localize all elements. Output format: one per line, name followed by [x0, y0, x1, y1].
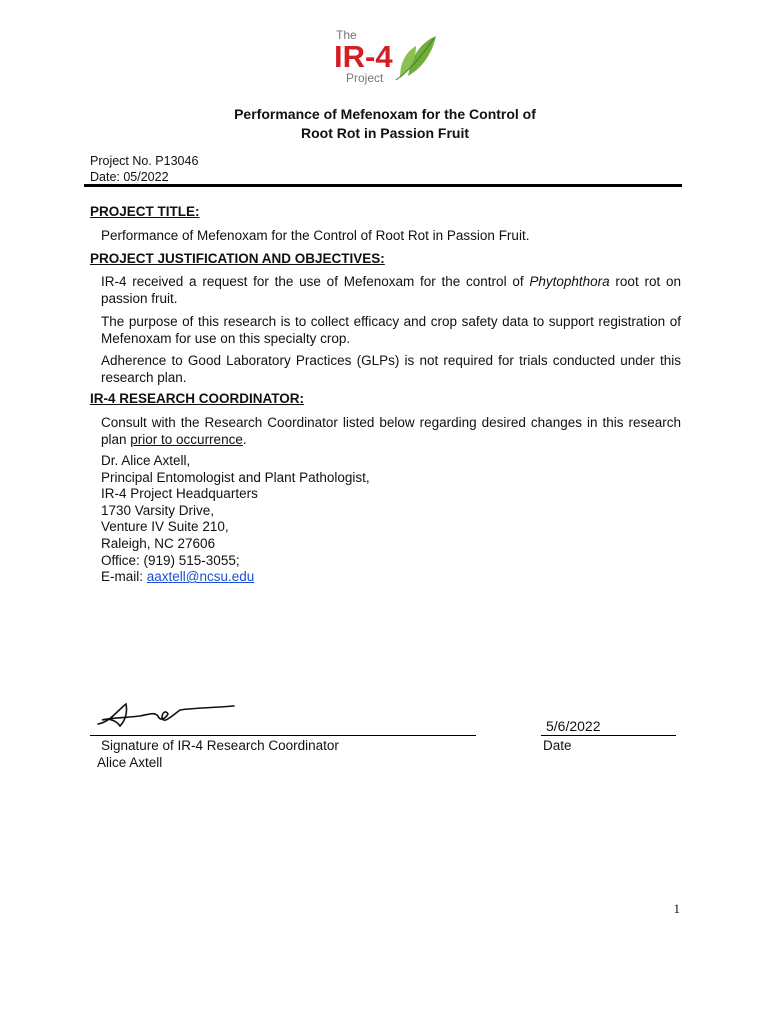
title-line-2: Root Rot in Passion Fruit [301, 125, 469, 141]
address-line: Principal Entomologist and Plant Pathologist, [101, 469, 370, 485]
coordinator-paragraph [101, 414, 681, 448]
coord-text-after: . [242, 432, 247, 447]
address-line: IR-4 Project Headquarters [101, 486, 258, 502]
handwritten-signature [96, 696, 246, 732]
document-title [0, 105, 770, 143]
project-date: Date: 05/2022 [90, 170, 169, 184]
address-line: Office: (919) 515-3055; [101, 552, 240, 568]
address-line: Venture IV Suite 210, [101, 519, 229, 535]
p1-text-before: IR-4 received a request for the use of Mefenoxam for the control of [101, 274, 530, 289]
project-title-heading: PROJECT TITLE: [90, 204, 200, 219]
header-rule [84, 184, 682, 187]
date-label: Date [543, 738, 572, 753]
signature-date-value: 5/6/2022 [546, 718, 601, 734]
logo-the-text: The [336, 28, 357, 42]
leaf-icon [396, 36, 436, 80]
signature-label: Signature of IR-4 Research Coordinator [101, 738, 339, 753]
justification-heading: PROJECT JUSTIFICATION AND OBJECTIVES: [90, 251, 385, 266]
address-line: 1730 Varsity Drive, [101, 502, 215, 518]
page-number: 1 [673, 901, 680, 916]
ir4-logo [330, 24, 440, 88]
coordinator-address [101, 453, 370, 586]
project-title-text: Performance of Mefenoxam for the Control of Root Rot in Passion Fruit. [101, 228, 530, 243]
email-label: E-mail: [101, 569, 147, 585]
signature-name: Alice Axtell [97, 755, 163, 770]
justification-paragraph-2: The purpose of this research is to collect efficacy and crop safety data to support registration of Mefenoxam for use on this specialty crop. [101, 314, 681, 346]
address-line: Dr. Alice Axtell, [101, 453, 191, 468]
coordinator-heading: IR-4 RESEARCH COORDINATOR: [90, 391, 305, 406]
logo-project-text: Project [346, 71, 384, 85]
p1-text-after: root rot on passion fruit. [101, 274, 681, 306]
title-line-1: Performance of Mefenoxam for the Control of [234, 106, 536, 122]
email-link[interactable]: aaxtell@ncsu.edu [146, 569, 255, 585]
p1-italic-genus: Phytophthora [529, 274, 610, 289]
justification-paragraph-1 [101, 273, 681, 307]
coord-underlined-text: prior to occurrence [130, 432, 243, 447]
date-line [541, 735, 676, 736]
coord-text-before: Consult with the Research Coordinator listed below regarding desired changes in this research plan [101, 415, 681, 447]
project-number: Project No. P13046 [90, 154, 199, 168]
email-line [101, 569, 370, 586]
logo-main-text: IR-4 [334, 39, 393, 74]
address-line: Raleigh, NC 27606 [101, 535, 216, 551]
justification-paragraph-3: Adherence to Good Laboratory Practices (GLPs) is not required for trials conducted under this research plan. [101, 353, 681, 385]
signature-line [90, 735, 476, 736]
